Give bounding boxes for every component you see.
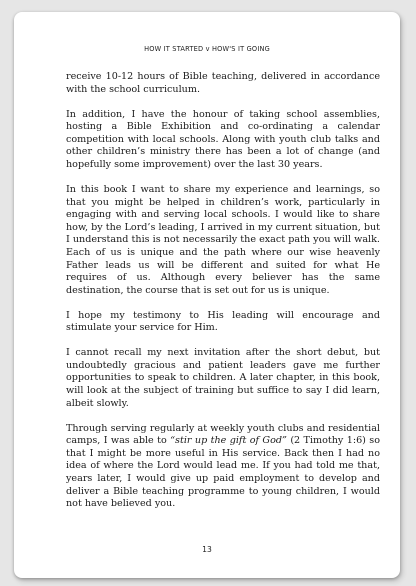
paragraph-text: (2 Timothy 1:6) so that I might be more useful in His service. Back then I had no idea of where the Lord would lead me. If you had told me that, years later, I would give up paid employment to develop and deliver a Bible teaching programme to young children, I would not have believed you. <box>66 435 381 510</box>
body-text <box>66 71 380 511</box>
paragraph: In this book I want to share my experience and learnings, so that you might be helped in children’s work, particularly in engaging with and serving local schools. I would like to share how, by the Lord’s leading, I arrived in my current situation, but I understand this is not necessarily the exact path you will walk. Each of us is unique and the path where our wise heavenly Father leads us will be different and suited for what He requires of us. Although every believer has the same destination, the course that is set out for us is unique. <box>66 183 380 296</box>
paragraph-text: Through serving regularly at weekly youth clubs and residential camps, I was able to <box>66 422 380 447</box>
paragraph: I cannot recall my next invitation after the short debut, but undoubtedly gracious and patient leaders gave me further opportunities to speak to children. A later chapter, in this book, will look at the subject of training but suffice to say I did learn, albeit slowly. <box>66 347 380 409</box>
paragraph <box>66 423 380 511</box>
running-head: HOW IT STARTED v HOW'S IT GOING <box>144 45 270 53</box>
scripture-quote: “stir up the gift of God” <box>170 435 287 447</box>
page-number: 13 <box>202 545 212 554</box>
paragraph: In addition, I have the honour of taking school assemblies, hosting a Bible Exhibition and co-ordinating a calendar competition with local schools. Along with youth club talks and other children’s ministry there has been a lot of change (and hopefully some improvement) over the last 30 years. <box>66 108 380 170</box>
paragraph: receive 10-12 hours of Bible teaching, delivered in accordance with the school curriculum. <box>66 71 380 95</box>
paragraph: I hope my testimony to His leading will encourage and stimulate your service for Him. <box>66 309 380 334</box>
book-page <box>14 12 400 578</box>
